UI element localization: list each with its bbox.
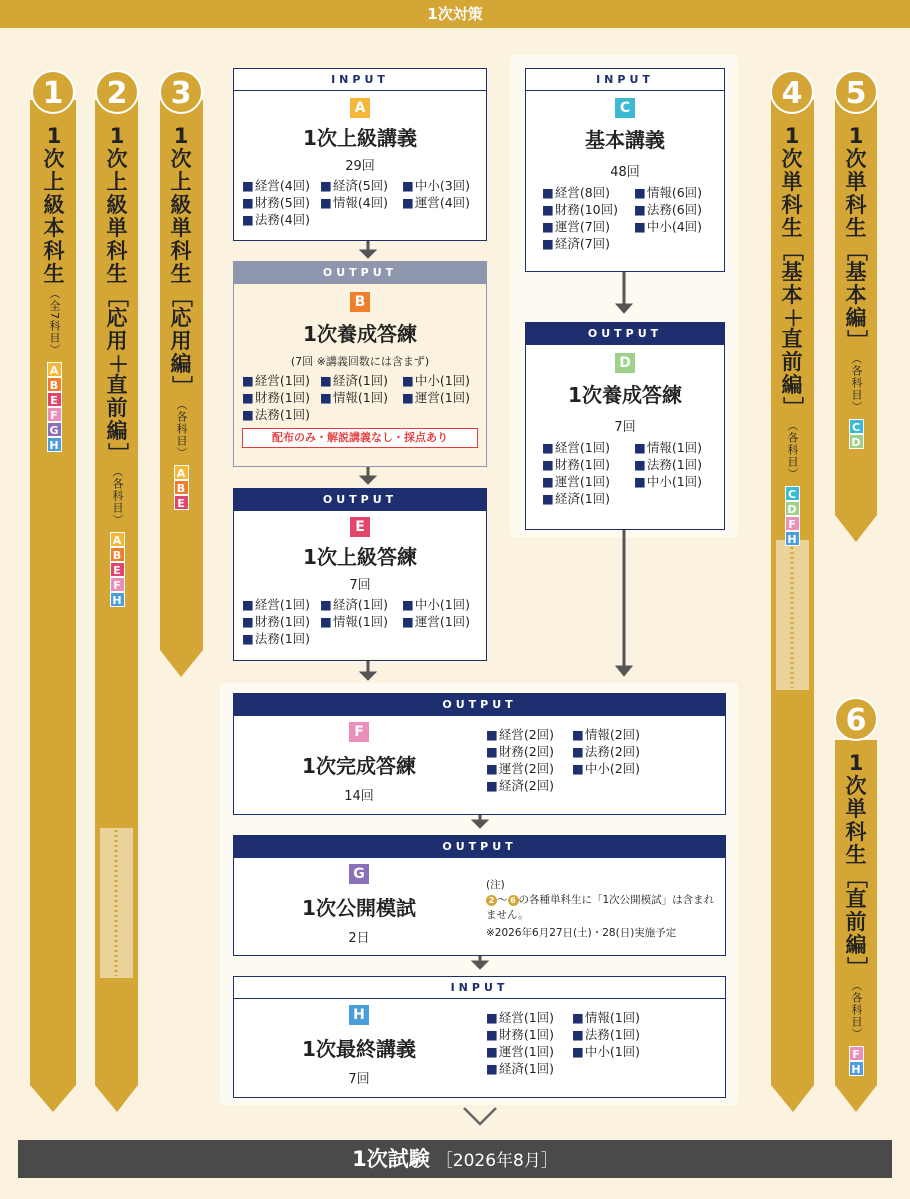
- course-title: 1次最終講義: [302, 1037, 416, 1061]
- track-title-char: 上: [106, 170, 128, 194]
- track-title-char: 1: [173, 124, 189, 148]
- subject-item: ■ 経済(7回): [542, 235, 634, 252]
- track-title-char: ］: [780, 397, 805, 418]
- track-number: 1: [31, 70, 75, 114]
- track-note: （各科目）: [786, 420, 799, 480]
- note-mark: (注): [486, 879, 505, 891]
- track-number: 5: [834, 70, 878, 114]
- exam-date: ［2026年8月］: [435, 1151, 558, 1171]
- subject-item: ■ 中小(1回): [572, 1043, 662, 1060]
- subject-item: ■ 法務(6回): [634, 201, 724, 218]
- subject-item: ■ 財務(5回): [242, 194, 320, 211]
- course-badge-e: E: [47, 392, 62, 407]
- track-title-char: 1: [109, 124, 125, 148]
- course-count: 48回: [610, 165, 640, 180]
- course-box-c: [525, 68, 725, 272]
- exam-note: [486, 878, 716, 941]
- track-title-char: 前: [845, 910, 867, 934]
- section-header: 1次対策: [0, 0, 910, 28]
- subject-item: ■ 法務(2回): [572, 743, 662, 760]
- subject-item: ■ 法務(1回): [242, 630, 320, 647]
- subject-item: ■ 経済(1回): [542, 490, 634, 507]
- subject-item: ■ 経済(1回): [486, 1060, 572, 1077]
- box-bar: OUTPUT: [234, 836, 725, 858]
- subject-list: [542, 439, 724, 507]
- exam-footer: [18, 1140, 892, 1178]
- box-bar: OUTPUT: [234, 694, 725, 716]
- course-badge-d: D: [785, 501, 800, 516]
- track-number: 2: [95, 70, 139, 114]
- note-text: 2 〜 6 の各種単科生に「1次公開模試」は含まれません。: [486, 894, 715, 921]
- track-title-char: 次: [106, 147, 128, 171]
- track-title-char: 次: [845, 774, 867, 798]
- track-title-char: 編: [170, 352, 192, 376]
- subject-item: ■ 経済(2回): [486, 777, 572, 794]
- course-count: (7回 ※講義回数には含まず): [290, 355, 430, 368]
- track-number: 3: [159, 70, 203, 114]
- subject-item: ■ 経営(1回): [242, 372, 320, 389]
- box-bar: OUTPUT: [526, 323, 724, 345]
- track-title-char: 次: [43, 147, 65, 171]
- track-title-char: ［: [105, 286, 130, 307]
- course-letter: G: [349, 864, 369, 884]
- exam-title: 1次試験: [352, 1147, 430, 1171]
- track-title-char: 上: [170, 170, 192, 194]
- track-title-char: 生: [845, 216, 867, 240]
- track-title-char: 応: [106, 306, 128, 330]
- course-letter: D: [615, 353, 635, 373]
- track-title-char: ］: [844, 957, 869, 978]
- track-title-char: 科: [43, 239, 65, 263]
- course-letter: H: [349, 1005, 369, 1025]
- subject-item: ■ 財務(2回): [486, 743, 572, 760]
- box-bar: INPUT: [234, 69, 486, 91]
- subject-list: [486, 726, 662, 794]
- subject-item: ■ 経営(4回): [242, 177, 320, 194]
- course-badge-h: H: [110, 592, 125, 607]
- subject-item: ■ 法務(1回): [572, 1026, 662, 1043]
- track-number: 4: [770, 70, 814, 114]
- course-box-f: [233, 693, 726, 815]
- course-badge-c: C: [785, 486, 800, 501]
- track-title-char: ［: [780, 240, 805, 261]
- course-box-h: [233, 976, 726, 1098]
- note-date: ※2026年6月27日(土)・28(日)実施予定: [486, 927, 677, 939]
- course-box-e: [233, 488, 487, 661]
- track-title-char: 級: [43, 193, 65, 217]
- box-bar: OUTPUT: [234, 489, 486, 511]
- course-badge-h: H: [785, 531, 800, 546]
- subject-item: ■ 財務(1回): [486, 1026, 572, 1043]
- notice-box: 配布のみ・解説講義なし・採点あり: [242, 428, 478, 448]
- subject-item: ■ 中小(3回): [402, 177, 482, 194]
- subject-item: ■ 情報(1回): [320, 389, 402, 406]
- track-title-char: 前: [781, 350, 803, 374]
- course-badge-g: G: [47, 422, 62, 437]
- track-title-char: ＋: [780, 307, 805, 328]
- track-title-char: 科: [781, 193, 803, 217]
- subject-item: ■ 経営(2回): [486, 726, 572, 743]
- subject-item: ■ 運営(7回): [542, 218, 634, 235]
- track-title-char: 直: [845, 887, 867, 911]
- track-title-char: ］: [169, 376, 194, 397]
- track-note: （各科目）: [111, 466, 124, 526]
- track-title-char: ［: [844, 867, 869, 888]
- course-title: 基本講義: [585, 128, 665, 152]
- course-badge-a: A: [174, 465, 189, 480]
- course-badge-e: E: [174, 495, 189, 510]
- course-letter: A: [350, 98, 370, 118]
- subject-item: ■ 経営(1回): [242, 596, 320, 613]
- course-head: [234, 864, 484, 946]
- track-title-char: 次: [845, 147, 867, 171]
- track-title-char: 単: [106, 216, 128, 240]
- subject-item: ■ 財務(10回): [542, 201, 634, 218]
- subject-item: ■ 財務(1回): [542, 456, 634, 473]
- subject-item: ■ 経営(1回): [486, 1009, 572, 1026]
- course-box-a: [233, 68, 487, 241]
- course-badge-b: B: [174, 480, 189, 495]
- subject-item: ■ 運営(1回): [486, 1043, 572, 1060]
- subject-list: [542, 184, 724, 252]
- course-title: 1次上級講義: [303, 126, 417, 150]
- track-title-char: ＋: [105, 353, 130, 374]
- subject-item: ■ 運営(2回): [486, 760, 572, 777]
- subject-item: ■ 経営(1回): [542, 439, 634, 456]
- track-title-char: 科: [106, 239, 128, 263]
- course-badge-e: E: [110, 562, 125, 577]
- course-badge-h: H: [849, 1061, 864, 1076]
- track-note: （各科目）: [850, 353, 863, 413]
- track-title-char: ［: [169, 286, 194, 307]
- subject-list: [486, 1009, 662, 1077]
- track-title-char: 1: [784, 124, 800, 148]
- track-title-char: 生: [106, 262, 128, 286]
- track-title-char: 編: [845, 306, 867, 330]
- track-title-char: 用: [106, 329, 128, 353]
- subject-item: ■ 情報(1回): [572, 1009, 662, 1026]
- course-badge-a: A: [110, 532, 125, 547]
- subject-item: ■ 運営(1回): [402, 613, 482, 630]
- subject-item: ■ 法務(4回): [242, 211, 320, 228]
- track-title-char: 級: [106, 193, 128, 217]
- track-note: （各科目）: [850, 980, 863, 1040]
- track-title-char: 科: [170, 239, 192, 263]
- subject-item: ■ 情報(4回): [320, 194, 402, 211]
- subject-item: ■ 法務(1回): [634, 456, 724, 473]
- box-bar: INPUT: [234, 977, 725, 999]
- track-title-char: 1: [848, 751, 864, 775]
- course-count: 29回: [345, 159, 375, 174]
- track-title-char: 次: [170, 147, 192, 171]
- track-title-char: 直: [106, 373, 128, 397]
- track-title-char: 本: [781, 283, 803, 307]
- track-note: （各科目）: [175, 399, 188, 459]
- course-box-g: [233, 835, 726, 956]
- subject-item: ■ 中小(1回): [402, 596, 482, 613]
- track-title-char: 生: [845, 843, 867, 867]
- course-badge-f: F: [849, 1046, 864, 1061]
- subject-item: ■ 中小(2回): [572, 760, 662, 777]
- course-title: 1次養成答練: [303, 322, 417, 346]
- course-badge-f: F: [785, 516, 800, 531]
- course-letter: B: [350, 292, 370, 312]
- course-badge-a: A: [47, 362, 62, 377]
- subject-item: ■ 経済(5回): [320, 177, 402, 194]
- course-count: 14回: [344, 789, 374, 804]
- subject-item: ■ 運営(1回): [402, 389, 482, 406]
- course-badge-c: C: [849, 419, 864, 434]
- subject-item: ■ 財務(1回): [242, 613, 320, 630]
- subject-list: [242, 177, 486, 228]
- subject-item: ■ 情報(1回): [634, 439, 724, 456]
- track-title-char: 本: [43, 216, 65, 240]
- track-title-char: 基: [781, 260, 803, 284]
- box-bar: INPUT: [526, 69, 724, 91]
- track-title-char: 単: [845, 170, 867, 194]
- course-letter: E: [350, 517, 370, 537]
- subject-item: ■ 情報(1回): [320, 613, 402, 630]
- course-badge-b: B: [47, 377, 62, 392]
- track-number: 6: [834, 697, 878, 741]
- course-title: 1次養成答練: [568, 383, 682, 407]
- course-box-d: [525, 322, 725, 530]
- course-badge-d: D: [849, 434, 864, 449]
- course-head: [234, 722, 484, 804]
- track-title-char: 前: [106, 396, 128, 420]
- subject-item: ■ 運営(1回): [542, 473, 634, 490]
- course-letter: C: [615, 98, 635, 118]
- box-bar: OUTPUT: [234, 262, 486, 284]
- track-title-char: 単: [170, 216, 192, 240]
- track-title-char: 科: [845, 820, 867, 844]
- course-box-b: [233, 261, 487, 467]
- track-title-char: 直: [781, 327, 803, 351]
- subject-item: ■ 情報(6回): [634, 184, 724, 201]
- track-title-char: 生: [781, 216, 803, 240]
- subject-item: ■ 財務(1回): [242, 389, 320, 406]
- course-count: 7回: [348, 1072, 370, 1087]
- subject-item: ■ 中小(1回): [634, 473, 724, 490]
- chevron-down-icon: [464, 1108, 496, 1124]
- subject-item: ■ 経営(8回): [542, 184, 634, 201]
- track-title-char: 単: [781, 170, 803, 194]
- course-count: 7回: [614, 420, 636, 435]
- track-title-char: 1: [46, 124, 62, 148]
- track-note: （全7科目）: [48, 288, 61, 356]
- track-title-char: 単: [845, 797, 867, 821]
- course-letter: F: [349, 722, 369, 742]
- track-title-char: 編: [106, 419, 128, 443]
- subject-item: ■ 経済(1回): [320, 596, 402, 613]
- track-title-char: 上: [43, 170, 65, 194]
- track-title-char: 応: [170, 306, 192, 330]
- course-badge-b: B: [110, 547, 125, 562]
- track-title-char: 基: [845, 260, 867, 284]
- subject-item: ■ 経済(1回): [320, 372, 402, 389]
- course-count: 7回: [349, 578, 371, 593]
- track-title-char: 本: [845, 283, 867, 307]
- track-title-char: ［: [844, 240, 869, 261]
- course-count: 2日: [348, 931, 370, 946]
- track-title-char: 1: [848, 124, 864, 148]
- course-badge-h: H: [47, 437, 62, 452]
- subject-item: ■ 中小(1回): [402, 372, 482, 389]
- subject-item: ■ 法務(1回): [242, 406, 320, 423]
- course-title: 1次公開模試: [302, 896, 416, 920]
- track-title-char: 編: [845, 933, 867, 957]
- track-title-char: 編: [781, 373, 803, 397]
- track-title-char: 科: [845, 193, 867, 217]
- track-title-char: 生: [170, 262, 192, 286]
- course-title: 1次上級答練: [303, 545, 417, 569]
- subject-list: [242, 372, 486, 423]
- subject-item: ■ 運営(4回): [402, 194, 482, 211]
- track-title-char: 用: [170, 329, 192, 353]
- track-title-char: 次: [781, 147, 803, 171]
- track-title-char: 生: [43, 262, 65, 286]
- track-title-char: 級: [170, 193, 192, 217]
- track-title-char: ］: [105, 443, 130, 464]
- course-title: 1次完成答練: [302, 754, 416, 778]
- subject-list: [242, 596, 486, 647]
- track-title-char: ］: [844, 330, 869, 351]
- course-head: [234, 1005, 484, 1087]
- subject-item: ■ 中小(4回): [634, 218, 724, 235]
- course-badge-f: F: [47, 407, 62, 422]
- subject-item: ■ 情報(2回): [572, 726, 662, 743]
- course-badge-f: F: [110, 577, 125, 592]
